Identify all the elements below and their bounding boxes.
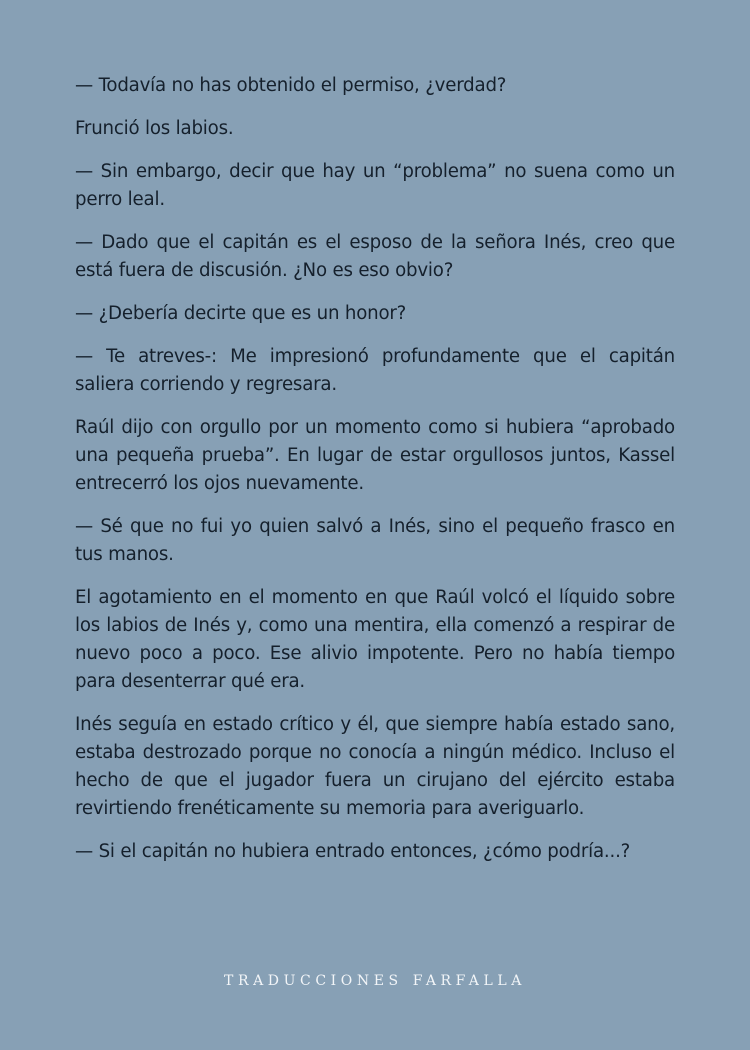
paragraph-frowned: Frunció los labios.	[75, 118, 234, 139]
footer-word-traducciones: TRADUCCIONES	[224, 973, 403, 989]
document-page	[75, 72, 675, 881]
paragraph-dialogue-flask: — Sé que no fui yo quien salvó a Inés, sino el pequeño frasco en tus manos.	[75, 516, 675, 565]
footer-word-farfalla: FARFALLA	[412, 973, 526, 989]
paragraph-dialogue-problem: — Sin embargo, decir que hay un “problema” no suena como un perro leal.	[75, 161, 675, 210]
translator-credit-footer	[0, 973, 750, 989]
paragraph-exhaustion: El agotamiento en el momento en que Raúl volcó el líquido sobre los labios de Inés y, como una mentira, ella comenzó a respirar de nuevo poco a poco. Ese alivio impotente. Pero no había tiempo para desenterrar qué era.	[75, 587, 675, 692]
paragraph-dialogue-honor: — ¿Debería decirte que es un honor?	[75, 303, 407, 324]
paragraph-dialogue-permission: — Todavía no has obtenido el permiso, ¿verdad?	[75, 75, 507, 96]
paragraph-raul-pride: Raúl dijo con orgullo por un momento como si hubiera “aprobado una pequeña prueba”. En lugar de estar orgullosos juntos, Kassel entrecerró los ojos nuevamente.	[75, 417, 675, 494]
paragraph-dialogue-husband: — Dado que el capitán es el esposo de la señora Inés, creo que está fuera de discusión. ¿No es eso obvio?	[75, 232, 675, 281]
paragraph-dialogue-captain: — Si el capitán no hubiera entrado entonces, ¿cómo podría...?	[75, 841, 631, 862]
paragraph-critical-state: Inés seguía en estado crítico y él, que siempre había estado sano, estaba destrozado porque no conocía a ningún médico. Incluso el hecho de que el jugador fuera un cirujano del ejército estaba revirtiendo frenéticamente su memoria para averiguarlo.	[75, 714, 675, 819]
paragraph-dialogue-impressed: — Te atreves-: Me impresionó profundamente que el capitán saliera corriendo y regresara.	[75, 346, 675, 395]
